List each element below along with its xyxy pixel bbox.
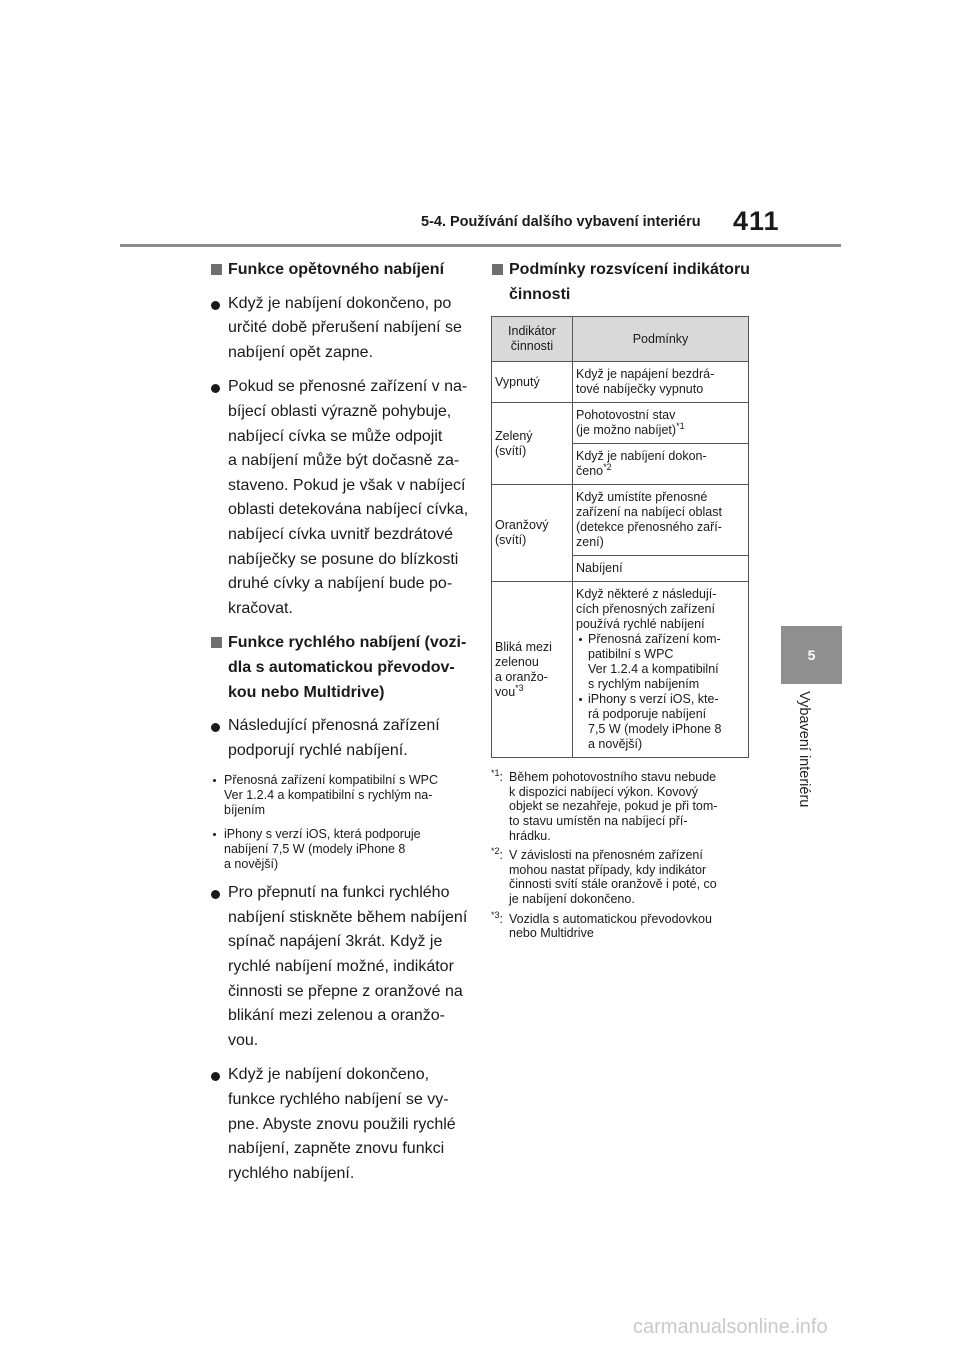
small-bullet-item: Přenosná zařízení kompatibilní s WPC Ver 1.2.4 a kompatibilní s rychlým na- bíjením: [210, 773, 472, 818]
bullet-dot-icon: [211, 301, 220, 310]
small-dot-icon: [213, 779, 216, 782]
table-header-cell: Indikátor činnosti: [492, 317, 573, 362]
chapter-tab: 5: [781, 626, 842, 684]
table-row: [492, 485, 749, 556]
footnotes: [491, 770, 751, 941]
heading-indicator-conditions: Podmínky rozsvícení indikátoru činnosti: [491, 258, 751, 307]
header-rule: [120, 244, 841, 247]
condition-cell: Když některé z následují- cích přenosných zařízení používá rychlé nabíjení Přenosná zařízení kom- patibilní s WPC Ver 1.2.4 a kompatibilní s rychlým nabíjením iPhony s verzí iOS, kte- rá podporuje nabíjení 7,5 W (modely iPhone 8 a novější): [573, 582, 749, 758]
bullet-dot-icon: [211, 890, 220, 899]
indicator-conditions-table: [491, 316, 749, 758]
bullet-paragraph: Když je nabíjení dokončeno, po určité době přerušení nabíjení se nabíjení opět zapne.: [210, 292, 472, 366]
table-list-item: iPhony s verzí iOS, kte- rá podporuje nabíjení 7,5 W (modely iPhone 8 a novější): [576, 692, 745, 752]
indicator-cell: Vypnutý: [492, 362, 573, 403]
condition-cell: Nabíjení: [573, 556, 749, 582]
square-bullet-icon: [211, 264, 222, 275]
square-bullet-icon: [492, 264, 503, 275]
chapter-label: Vybavení interiéru: [796, 691, 812, 808]
footnote-ref: *1: [676, 421, 685, 432]
page-number: 411: [733, 206, 780, 236]
small-bullet-item: iPhony s verzí iOS, která podporuje nabíjení 7,5 W (modely iPhone 8 a novější): [210, 827, 472, 872]
right-column: [491, 258, 751, 946]
footnote-ref: *2: [603, 462, 612, 473]
indicator-cell: Oranžový (svítí): [492, 485, 573, 582]
table-row: [492, 403, 749, 444]
bullet-paragraph: Když je nabíjení dokončeno, funkce rychlého nabíjení se vy- pne. Abyste znovu použili rychlé nabíjení, zapněte znovu funkci rychlého nabíjení.: [210, 1063, 472, 1186]
bullet-dot-icon: [211, 723, 220, 732]
footnote-ref: *3: [515, 682, 524, 693]
bullet-paragraph: Pokud se přenosné zařízení v na- bíjecí oblasti výrazně pohybuje, nabíjecí cívka se může odpojit a nabíjení může být dočasně za- staveno. Pokud je však v nabíjecí oblasti detekována nabíjecí cívka, nabíjecí cívka uvnitř bezdrátové nabíječky se posune do blízkosti druhé cívky a nabíjení bude po- kračovat.: [210, 375, 472, 621]
bullet-paragraph: Následující přenosná zařízení podporují rychlé nabíjení.: [210, 714, 472, 763]
bullet-dot-icon: [211, 384, 220, 393]
table-header-row: [492, 317, 749, 362]
condition-cell: Když umístíte přenosné zařízení na nabíjecí oblast (detekce přenosného zaří- zení): [573, 485, 749, 556]
condition-cell: Když je napájení bezdrá- tové nabíječky vypnuto: [573, 362, 749, 403]
bullet-dot-icon: [211, 1072, 220, 1081]
condition-cell: Když je nabíjení dokon- čeno$^{*2}$: [573, 444, 749, 485]
indicator-cell: Zelený (svítí): [492, 403, 573, 485]
table-header-cell: Podmínky: [573, 317, 749, 362]
footnote: $^{*3}$: Vozidla s automatickou převodovkou nebo Multidrive: [491, 909, 712, 941]
square-bullet-icon: [211, 637, 222, 648]
small-dot-icon: [579, 698, 582, 701]
bullet-paragraph: Pro přepnutí na funkci rychlého nabíjení stiskněte během nabíjení spínač napájení 3krát. Když je rychlé nabíjení možné, indikátor činnosti se přepne z oranžové na blikání mezi zelenou a oranžo- vou.: [210, 881, 472, 1053]
condition-cell: Pohotovostní stav (je možno nabíjet)$^{*1}$: [573, 403, 749, 444]
small-dot-icon: [213, 833, 216, 836]
section-title: 5-4. Používání dalšího vybavení interiéru: [421, 214, 701, 230]
table-row: [492, 362, 749, 403]
footnote: $^{*1}$: Během pohotovostního stavu nebude k dispozici nabíjecí výkon. Kovový objekt se nezahřeje, pokud je při tom- to stavu umístěn na nabíjecí pří- hrádku.: [491, 768, 718, 843]
footnote: $^{*2}$: V závislosti na přenosném zařízení mohou nastat případy, kdy indikátor činnosti svítí stále oranžově i poté, co je nabíjení dokončeno.: [491, 846, 717, 906]
left-column: [210, 258, 472, 1196]
indicator-cell: Bliká mezi zelenou a oranžo- vou$^{*3}$: [492, 582, 573, 758]
small-dot-icon: [579, 638, 582, 641]
watermark: carmanualsonline.info: [633, 1316, 828, 1338]
table-row: [492, 582, 749, 758]
heading-recharge-function: Funkce opětovného nabíjení: [210, 258, 472, 283]
table-list-item: Přenosná zařízení kom- patibilní s WPC Ver 1.2.4 a kompatibilní s rychlým nabíjením: [576, 632, 745, 692]
heading-fast-charge: Funkce rychlého nabíjení (vozi- dla s automatickou převodov- kou nebo Multidrive): [210, 631, 472, 705]
